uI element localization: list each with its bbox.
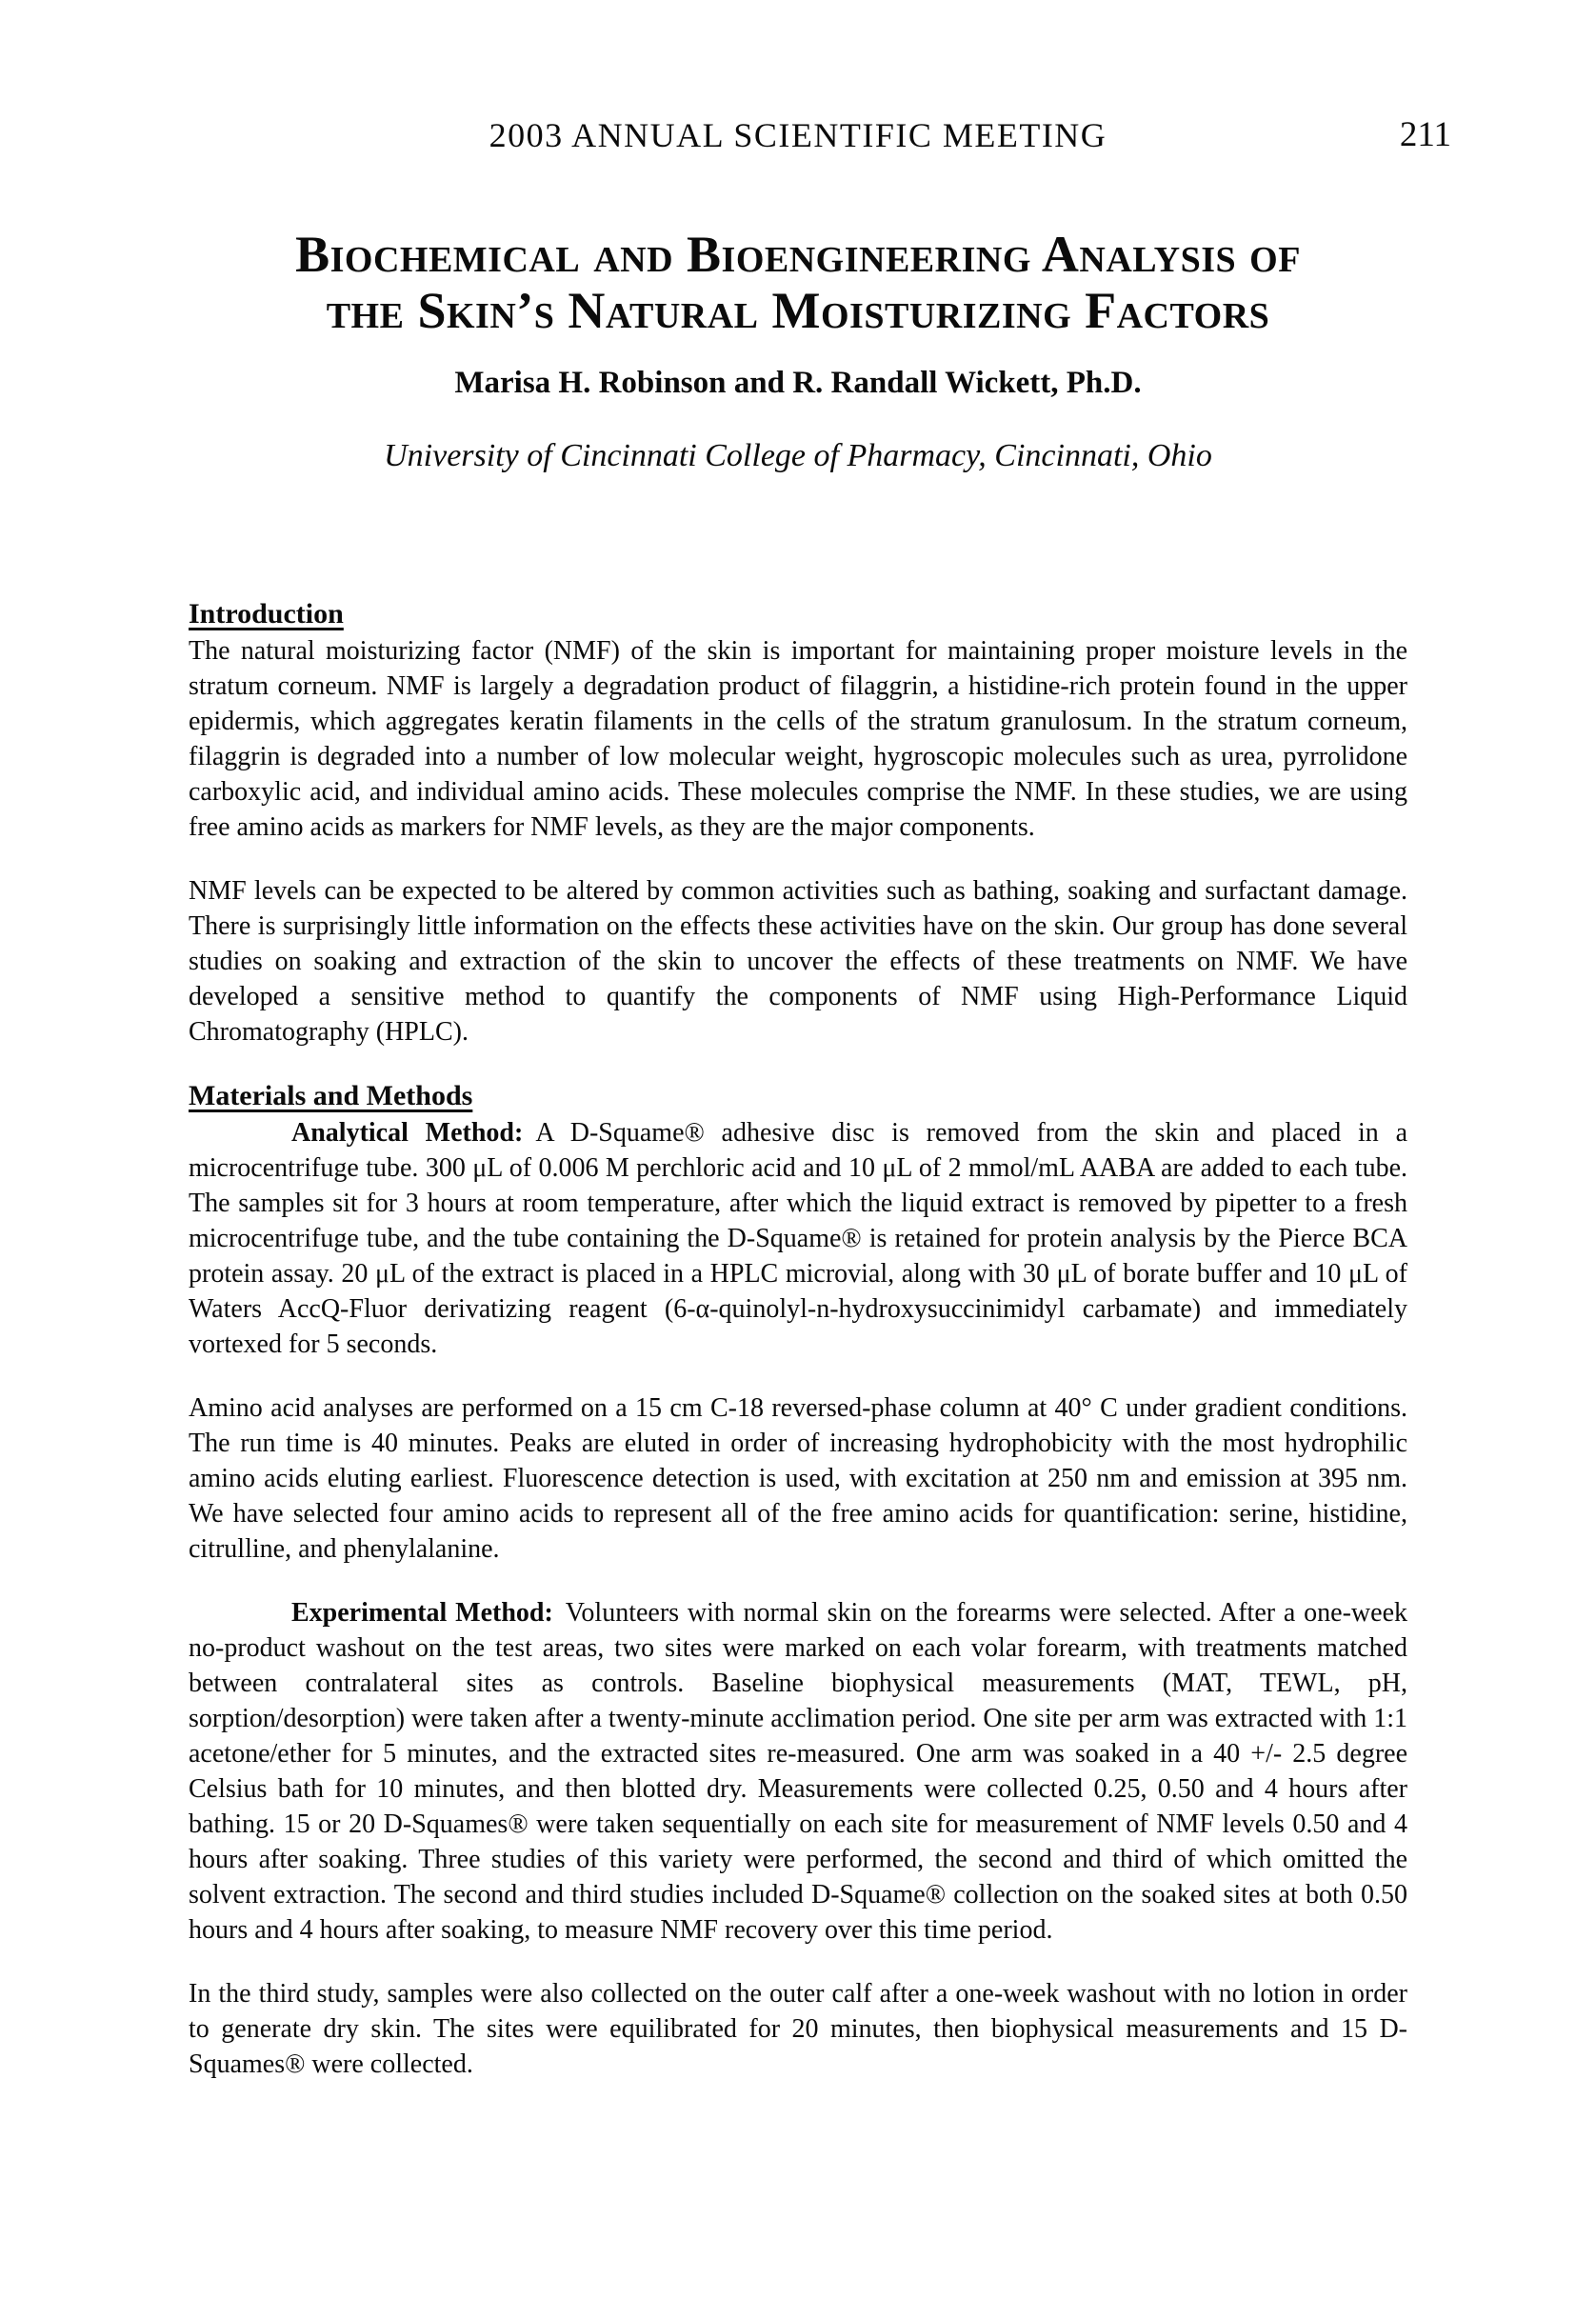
paragraph-text: NMF levels can be expected to be altered by common activities such as bathing, soaking and surfactant damage. There is surprisingly little information on the effects these activities have on the skin. Our group has done several studies on soaking and extraction of the skin to uncover the effects of these treatments on NMF. We have developed a sensitive method to quantify the components of NMF using High-Performance Liquid Chromatography (HPLC). (189, 876, 1407, 1047)
paragraph (189, 1390, 1407, 1567)
paragraph (189, 1976, 1407, 2082)
affiliation-line: University of Cincinnati College of Pharmacy, Cincinnati, Ohio (384, 438, 1212, 473)
authors-line: Marisa H. Robinson and R. Randall Wickett, Ph.D. (454, 366, 1142, 400)
section-heading-introduction: Introduction (189, 598, 344, 630)
paragraph-analytical-method (189, 1115, 1407, 1362)
paragraph (189, 633, 1407, 845)
paragraph-lead: Experimental Method: (291, 1598, 553, 1628)
paragraph-lead: Analytical Method: (291, 1118, 524, 1148)
section-materials-and-methods (189, 1078, 1407, 2082)
running-head: 2003 ANNUAL SCIENTIFIC MEETING (489, 116, 1107, 154)
paragraph (189, 873, 1407, 1050)
paragraph-experimental-method (189, 1595, 1407, 1948)
section-introduction (189, 596, 1407, 1050)
paragraph-text: Amino acid analyses are performed on a 15 cm C-18 reversed-phase column at 40° C under gradient conditions. The run time is 40 minutes. Peaks are eluted in order of increasing hydrophobicity with the most hydrophilic amino acids eluting earliest. Fluorescence detection is used, with excitation at 250 nm and emission at 395 nm. We have selected four amino acids to represent all of the free amino acids for quantification: serine, histidine, citrulline, and phenylalanine. (189, 1393, 1407, 1564)
section-heading-materials-and-methods: Materials and Methods (189, 1080, 473, 1111)
paragraph-text: In the third study, samples were also collected on the outer calf after a one-week washout with no lotion in order to generate dry skin. The sites were equilibrated for 20 minutes, then biophysical measurements and 15 D-Squames® were collected. (189, 1979, 1407, 2079)
paper-title (189, 227, 1407, 339)
paragraph-text: The natural moisturizing factor (NMF) of the skin is important for maintaining proper moisture levels in the stratum corneum. NMF is largely a degradation product of filaggrin, a histidine-rich protein found in the upper epidermis, which aggregates keratin filaments in the cells of the stratum granulosum. In the stratum corneum, filaggrin is degraded into a number of low molecular weight, hygroscopic molecules such as urea, pyrrolidone carboxylic acid, and individual amino acids. These molecules comprise the NMF. In these studies, we are using free amino acids as markers for NMF levels, as they are the major components. (189, 636, 1407, 842)
paragraph-text: Volunteers with normal skin on the forearms were selected. After a one-week no-product washout on the test areas, two sites were marked on each volar forearm, with treatments matched between contralateral sites as controls. Baseline biophysical measurements (MAT, TEWL, pH, sorption/desorption) were taken after a twenty-minute acclimation period. One site per arm was extracted with 1:1 acetone/ether for 5 minutes, and the extracted sites re-measured. One arm was soaked in a 40 +/- 2.5 degree Celsius bath for 10 minutes, and then blotted dry. Measurements were collected 0.25, 0.50 and 4 hours after bathing. 15 or 20 D-Squames® were taken sequentially on each site for measurement of NMF levels 0.50 and 4 hours after soaking. Three studies of this variety were performed, the second and third of which omitted the solvent extraction. The second and third studies included D-Squame® collection on the soaked sites at both 0.50 hours and 4 hours after soaking, to measure NMF recovery over this time period. (189, 1598, 1407, 1945)
paper-title-line-1: Biochemical and Bioengineering Analysis of (295, 226, 1301, 283)
page-number: 211 (1399, 115, 1451, 154)
paragraph-text: A D-Squame® adhesive disc is removed from the skin and placed in a microcentrifuge tube. 300 μL of 0.006 M perchloric acid and 10 μL of 2 mmol/mL AABA are added to each tube. The samples sit for 3 hours at room temperature, after which the liquid extract is removed by pipetter to a fresh microcentrifuge tube, and the tube containing the D-Squame® is retained for protein analysis by the Pierce BCA protein assay. 20 μL of the extract is placed in a HPLC microvial, along with 30 μL of borate buffer and 10 μL of Waters AccQ-Fluor derivatizing reagent (6-α-quinolyl-n-hydroxysuccinimidyl carbamate) and immediately vortexed for 5 seconds. (189, 1118, 1408, 1359)
paper-content (189, 0, 1407, 2082)
paper-title-line-2: the Skin’s Natural Moisturizing Factors (326, 282, 1270, 339)
